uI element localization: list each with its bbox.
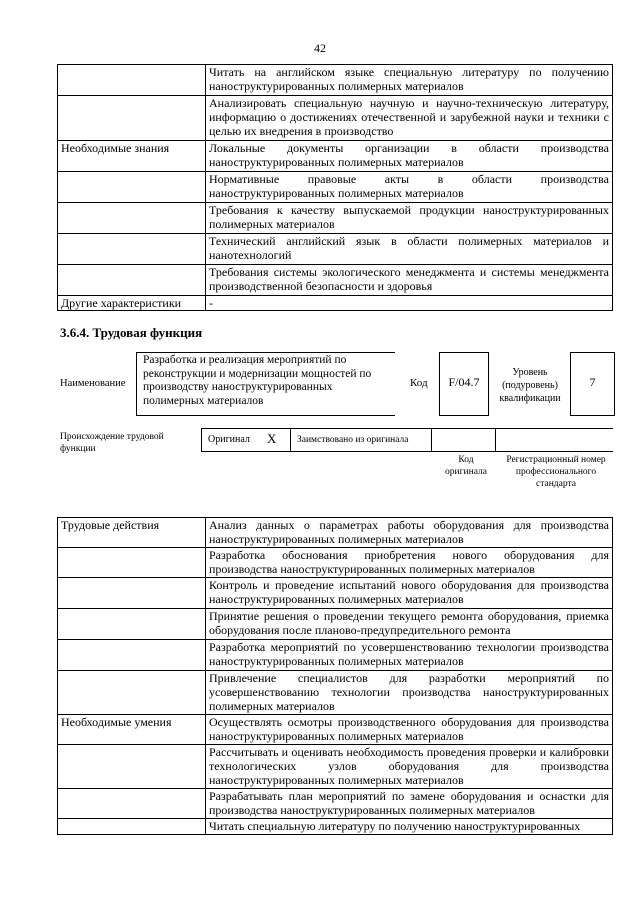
code-label: Код (410, 377, 428, 389)
origin-label: Происхождение трудовой функции (60, 432, 164, 454)
row-text: Анализировать специальную научную и научно-техническую литературу, информацию о достижениях отечественной и зарубежной науки и техники с целью их внедрения в производство (206, 96, 613, 141)
table-row (58, 609, 613, 640)
table-row (58, 203, 613, 234)
divider (431, 428, 432, 451)
row-text: Читать специальную литературу по получению наноструктурированных (206, 819, 613, 835)
table-row (58, 640, 613, 671)
row-label (58, 640, 206, 671)
page-number: 42 (314, 41, 326, 55)
original-mark: X (267, 431, 277, 446)
row-text: Требования к качеству выпускаемой продукции наноструктурированных полимерных материалов (206, 203, 613, 234)
row-label (58, 65, 206, 96)
name-value-box (136, 352, 395, 416)
row-text: Разрабатывать план мероприятий по замене оборудования и оснастки для производства наноструктурированных полимерных материалов (206, 789, 613, 819)
table-row (58, 65, 613, 96)
table-row (58, 578, 613, 609)
row-label (58, 745, 206, 789)
level-label: Уровень (подуровень) квалификации (499, 367, 561, 404)
row-label: Другие характеристики (58, 296, 206, 311)
row-text: Разработка обоснования приобретения нового оборудования для производства наноструктурированных полимерных материалов (206, 548, 613, 578)
row-text: Рассчитывать и оценивать необходимость проведения проверки и калибровки технологических узлов оборудования для производства наноструктурированных полимерных материалов (206, 745, 613, 789)
reg-caption: Регистрационный номер профессионального стандарта (506, 455, 606, 489)
row-text: Технический английский язык в области полимерных материалов и нанотехнологий (206, 234, 613, 265)
row-text: Контроль и проведение испытаний нового оборудования для производства наноструктурированных полимерных материалов (206, 578, 613, 609)
table-row (58, 789, 613, 819)
level-box (570, 352, 615, 416)
name-value: Разработка и реализация мероприятий по реконструкции и модернизации мощностей по производству наноструктурированных полимерных материалов (143, 354, 372, 407)
row-label (58, 789, 206, 819)
row-text: - (206, 296, 613, 311)
section-heading: 3.6.4. Трудовая функция (60, 325, 203, 340)
divider (495, 428, 496, 451)
table-row (58, 172, 613, 203)
divider (290, 428, 291, 451)
table-row (58, 265, 613, 296)
original-label: Оригинал (208, 434, 250, 445)
row-label (58, 234, 206, 265)
row-label (58, 609, 206, 640)
row-text: Разработка мероприятий по усовершенствованию технологии производства наноструктурированных полимерных материалов (206, 640, 613, 671)
row-label (58, 96, 206, 141)
table-row (58, 234, 613, 265)
level-value: 7 (589, 375, 596, 389)
code-value: F/04.7 (448, 375, 480, 389)
table-row (58, 671, 613, 715)
code-caption: Код оригинала (445, 455, 487, 477)
row-text: Локальные документы организации в области производства наноструктурированных полимерных материалов (206, 141, 613, 172)
table-row (58, 518, 613, 548)
row-label (58, 578, 206, 609)
row-label (58, 548, 206, 578)
name-label: Наименование (60, 378, 126, 389)
row-text: Анализ данных о параметрах работы оборудования для производства наноструктурированных полимерных материалов (206, 518, 613, 548)
row-text: Требования системы экологического менеджмента и системы менеджмента производственной безопасности и здоровья (206, 265, 613, 296)
actions-table (57, 517, 613, 835)
row-text: Читать на английском языке специальную литературу по получению наноструктурированных полимерных материалов (206, 65, 613, 96)
borrowed-label: Заимствовано из оригинала (297, 435, 409, 445)
table-row (58, 96, 613, 141)
code-box (439, 352, 489, 416)
row-text: Принятие решения о проведении текущего ремонта оборудования, приемка оборудования после планово-предупредительного ремонта (206, 609, 613, 640)
row-label: Необходимые знания (58, 141, 206, 172)
table-row (58, 715, 613, 745)
row-label: Необходимые умения (58, 715, 206, 745)
table-row (58, 296, 613, 311)
row-text: Осуществлять осмотры производственного оборудования для производства наноструктурированных полимерных материалов (206, 715, 613, 745)
row-text: Нормативные правовые акты в области производства наноструктурированных полимерных материалов (206, 172, 613, 203)
row-label: Трудовые действия (58, 518, 206, 548)
row-label (58, 671, 206, 715)
row-label (58, 819, 206, 835)
table-row (58, 548, 613, 578)
row-text: Привлечение специалистов для разработки мероприятий по усовершенствованию технологии производства наноструктурированных полимерных материалов (206, 671, 613, 715)
knowledge-table (57, 64, 613, 311)
row-label (58, 265, 206, 296)
table-row (58, 819, 613, 835)
table-row (58, 745, 613, 789)
row-label (58, 203, 206, 234)
row-label (58, 172, 206, 203)
table-row (58, 141, 613, 172)
